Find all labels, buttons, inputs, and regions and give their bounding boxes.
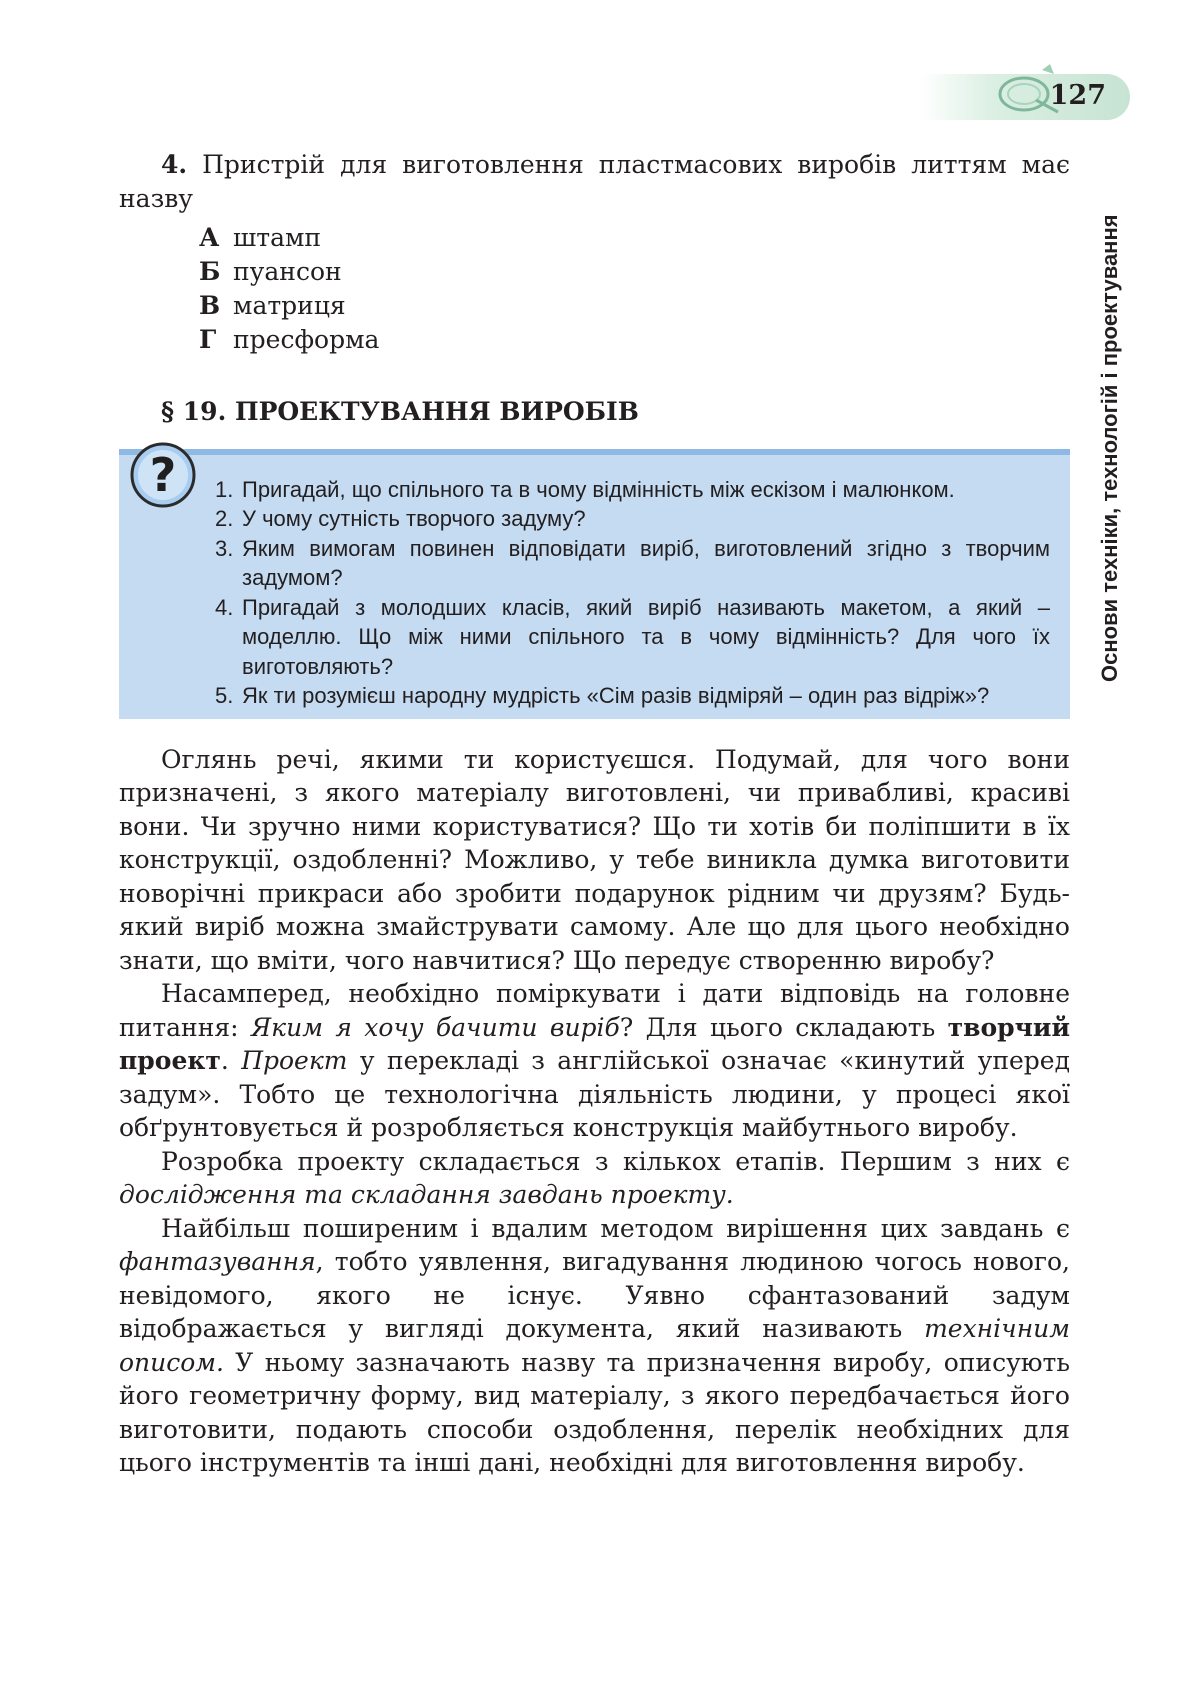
- text-run: Найбільш поширеним і вдалим методом вирішення цих завдань є: [161, 1213, 1070, 1243]
- svg-text:?: ?: [149, 447, 177, 502]
- option-letter: А: [199, 223, 220, 252]
- option-text: пресформа: [233, 325, 380, 354]
- answer-option: [199, 289, 1070, 323]
- question-text: Пригадай, що спільного та в чому відмінність між ескізом і малюнком.: [242, 476, 955, 502]
- questions-box: [119, 449, 1070, 719]
- question-number: 4.: [215, 594, 234, 620]
- italic-run: технічним описом.: [119, 1314, 1070, 1377]
- question-number: 3.: [215, 535, 234, 561]
- italic-run: фантазування: [119, 1247, 316, 1276]
- option-letter: В: [199, 291, 221, 320]
- question-text: Як ти розумієш народну мудрість «Сім разів відміряй – один раз відріж»?: [242, 683, 990, 708]
- italic-run: Яким я хочу бачити виріб: [250, 1012, 620, 1042]
- option-text: матриця: [233, 291, 346, 320]
- text-run: , тобто уявлення, вигадування людиною чогось нового, невідомого, якого не існує. Уявно сфантазований задум відображається у вигляді документа, який називають: [119, 1247, 1070, 1343]
- paragraph-3: [119, 1145, 1070, 1212]
- text-run: У ньому зазначають назву та призначення виробу, описують його геометричну форму, вид матеріалу, з якого передбачається його виготовити, подають способи оздоблення, перелік необхідних для цього інструментів та інші дані, необхідні для виготовлення виробу.: [119, 1347, 1070, 1477]
- text-run: у перекладі з англійської означає «кинутий уперед задум». Тобто це технологічна діяльність людини, у процесі якої обґрунтовується й розробляється конструкція майбутнього виробу.: [119, 1046, 1070, 1142]
- text-run: Насамперед, необхідно поміркувати і дати відповідь на головне питання:: [119, 979, 1070, 1042]
- text-run: Розробка проекту складається з кількох етапів. Першим з них є: [161, 1146, 1070, 1176]
- page-content: [119, 148, 1070, 1480]
- answer-option: [199, 255, 1070, 289]
- question-item: [215, 534, 1050, 593]
- paragraph-4: [119, 1212, 1070, 1480]
- question-4: [119, 148, 1070, 215]
- side-caption: Основи техніки, технологій і проектування: [1097, 214, 1122, 682]
- paragraph-2: [119, 977, 1070, 1145]
- question-item: [215, 475, 1050, 505]
- section-title: § 19. ПРОЕКТУВАННЯ ВИРОБІВ: [161, 397, 639, 426]
- option-text: пуансон: [233, 257, 342, 286]
- text-run: ? Для цього складають: [619, 1012, 948, 1042]
- body-text: [119, 743, 1070, 1480]
- question-text: У чому сутність творчого задуму?: [242, 506, 586, 531]
- question-number: 2.: [215, 506, 234, 531]
- question-4-number: 4.: [161, 150, 188, 179]
- paragraph-1: Оглянь речі, якими ти користуєшся. Подумай, для чого вони призначені, з якого матеріалу виготовлені, чи привабливі, красиві вони. Чи зручно ними користуватися? Що ти хотів би поліпшити в їх конструкції, оздобленні? Можливо, у тебе виникла думка виготовити новорічні прикраси або зробити подарунок рідним чи друзям? Будь-який виріб можна змайструвати самому. Але що для цього необхідно знати, що вміти, чого навчитися? Що передує створенню виробу?: [119, 744, 1070, 975]
- italic-run: Проект: [241, 1046, 348, 1075]
- questions-list: [215, 475, 1050, 711]
- question-number: 5.: [215, 683, 234, 708]
- answer-option: [199, 221, 1070, 255]
- answer-options: [199, 221, 1070, 357]
- question-4-text: Пристрій для виготовлення пластмасових виробів литтям має назву: [119, 150, 1070, 213]
- question-item: [215, 593, 1050, 682]
- question-text: Яким вимогам повинен відповідати виріб, виготовлений згідно з творчим задумом?: [242, 535, 1050, 590]
- answer-option: [199, 323, 1070, 357]
- page-number: 127: [1049, 80, 1106, 111]
- italic-run: дослідження та складання завдань проекту.: [119, 1180, 734, 1209]
- question-item: [215, 681, 1050, 711]
- option-letter: Г: [199, 325, 217, 354]
- question-text: Пригадай з молодших класів, який виріб називають макетом, а який – моделлю. Що між ними спільного та в чому відмінність? Для чого їх виготовляють?: [242, 594, 1050, 679]
- bold-run: творчий проект: [119, 1012, 1070, 1075]
- question-number: 1.: [215, 476, 234, 502]
- option-letter: Б: [199, 257, 221, 286]
- question-item: [215, 504, 1050, 534]
- question-mark-icon: [127, 439, 199, 511]
- option-text: штамп: [233, 223, 322, 252]
- text-run: .: [220, 1046, 242, 1075]
- page-number-tab: [920, 74, 1130, 120]
